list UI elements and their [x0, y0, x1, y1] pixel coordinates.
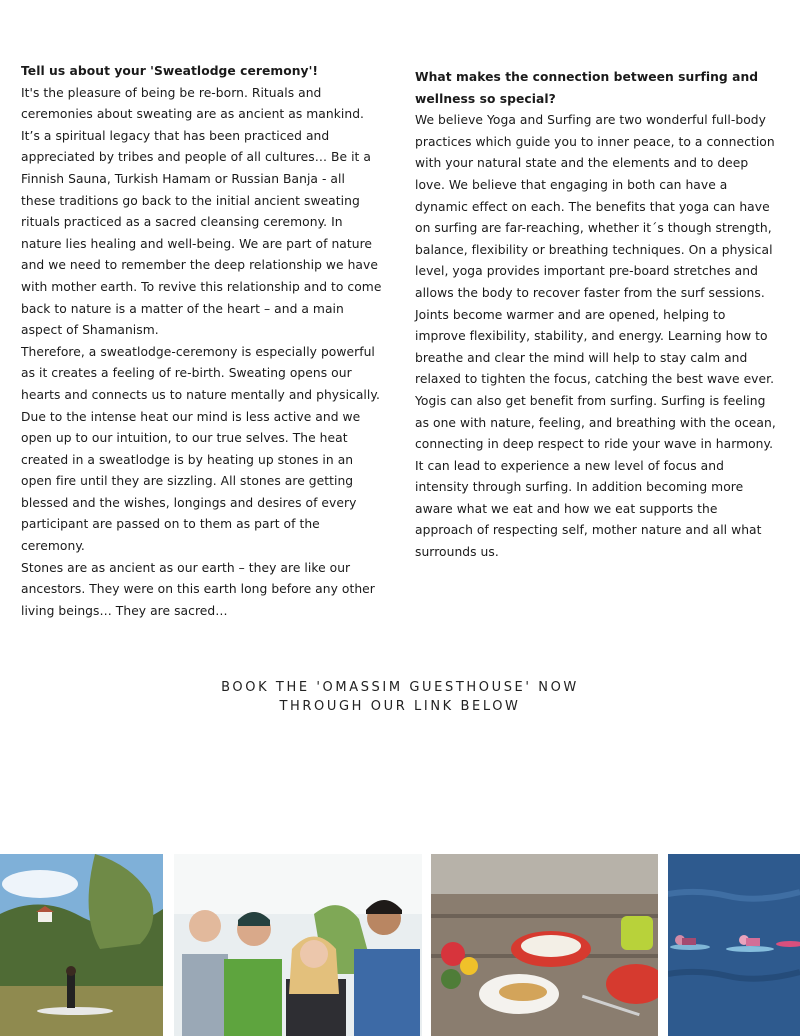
sweatlodge-paragraph-1: It's the pleasure of being be re-born. Rituals and ceremonies about sweating are as ancient as mankind. It’s a spiritual legacy that has been practiced and appreciated by tribes and people of all cultures… Be it a Finnish Sauna, Turkish Hamam or Russian Banja - all these traditions go back to the initial ancient sweating rituals practiced as a sacred cleansing ceremony. In nature lies healing and well-being. We are part of nature and we need to remember the deep relationship we have with mother earth. To revive this relationship and to come back to nature is a matter of the heart – and a main aspect of Shamanism.: [21, 85, 382, 338]
surf-wellness-column: [415, 0, 777, 564]
sweatlodge-paragraph-3: Stones are as ancient as our earth – they are like our ancestors. They were on this earth long before any other living beings… They are sacred…: [21, 560, 375, 618]
cta-line-2: THROUGH OUR LINK BELOW: [279, 699, 521, 714]
breakfast-table-photo[interactable]: [431, 854, 658, 1036]
paddleboard-river-photo[interactable]: [0, 854, 163, 1036]
sweatlodge-paragraph-2: Therefore, a sweatlodge-ceremony is especially powerful as it creates a feeling of re-birth. Sweating opens our hearts and connects us to nature mentally and physically. Due to the intense heat our mind is less active and we open up to our intuition, to our true selves. The heat created in a sweatlodge is by heating up stones in an open fire until they are sizzling. All stones are getting blessed and the wishes, longings and desires of every participant are passed on to them as part of the ceremony.: [21, 344, 380, 554]
sweatlodge-column: [21, 0, 383, 622]
surf-wellness-paragraph-1: We believe Yoga and Surfing are two wonderful full-body practices which guide you to inner peace, to a connection with your natural state and the elements and to deep love. We believe that engaging in both can have a dynamic effect on each. The benefits that yoga can have on surfing are far-reaching, whether it´s though strength, balance, flexibility or breathing techniques. On a physical level, yoga provides important pre-board stretches and allows the body to recover faster from the surf sessions. Joints become warmer and are opened, helping to improve flexibility, stability, and energy. Learning how to breathe and clear the mind will help to stay calm and relaxed to tighten the focus, catching the best wave ever.: [415, 113, 775, 387]
surf-wellness-question: What makes the connection between surfing and wellness so special?: [415, 70, 759, 106]
booking-call-to-action: [0, 678, 800, 716]
friends-group-photo[interactable]: [174, 854, 422, 1036]
sweatlodge-question: Tell us about your 'Sweatlodge ceremony'!: [21, 64, 319, 78]
photo-gallery: [0, 854, 800, 1036]
cta-line-1: BOOK THE 'OMASSIM GUESTHOUSE' NOW: [221, 680, 579, 695]
surfers-ocean-photo[interactable]: [668, 854, 800, 1036]
surf-wellness-paragraph-2: Yogis can also get benefit from surfing. Surfing is feeling as one with nature, feeling, and breathing with the ocean, connecting in deep respect to ride your wave in harmony. It can lead to experience a new level of focus and intensity through surfing. In addition becoming more aware what we eat and how we eat supports the approach of respecting self, mother nature and all what surrounds us.: [415, 393, 776, 560]
